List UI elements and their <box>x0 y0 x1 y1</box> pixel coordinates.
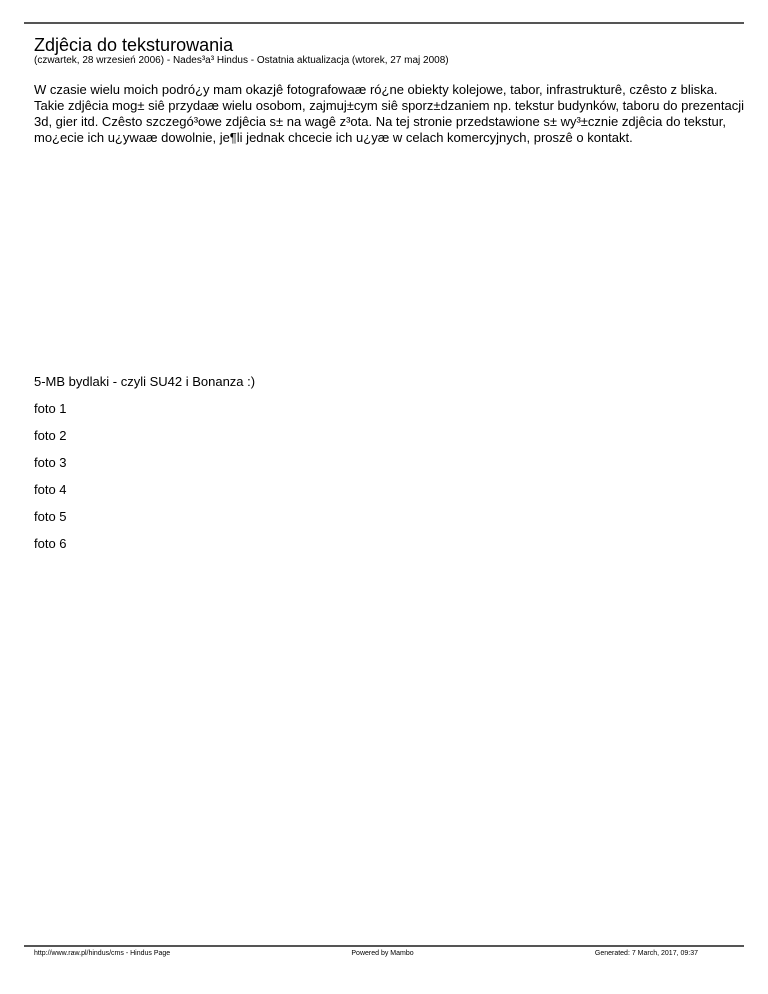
article-meta: (czwartek, 28 wrzesień 2006) - Nades³a³ Hindus - Ostatnia aktualizacja (wtorek, 27 maj 2008) <box>34 55 449 66</box>
photo-link-4[interactable]: foto 4 <box>34 482 67 497</box>
footer-powered: Powered by Mambo <box>351 950 414 957</box>
footer-generated: Generated: 7 March, 2017, 09:37 <box>594 950 698 957</box>
page-footer <box>34 949 698 958</box>
section-heading: 5-MB bydlaki - czyli SU42 i Bonanza :) <box>34 374 256 389</box>
photo-link-3[interactable]: foto 3 <box>34 455 67 470</box>
photo-link-2[interactable]: foto 2 <box>34 428 67 443</box>
photo-link-6[interactable]: foto 6 <box>34 536 67 551</box>
photo-link-5[interactable]: foto 5 <box>34 509 67 524</box>
footer-url: http://www.raw.pl/hindus/cms - Hindus Page <box>34 950 171 957</box>
page-title: Zdjêcia do teksturowania <box>34 35 234 55</box>
bottom-divider <box>24 945 744 947</box>
photo-link-1[interactable]: foto 1 <box>34 401 67 416</box>
intro-paragraph: W czasie wielu moich podró¿y mam okazjê fotografowaæ ró¿ne obiekty kolejowe, tabor, infrastrukturê, czêsto z bliska. Takie zdjêcia mog± siê przydaæ wielu osobom, zajmuj±cym siê sporz±dzaniem np. tekstur budynków, taboru do prezentacji 3d, gier itd. Czêsto szczegó³owe zdjêcia s± na wagê z³ota. Na tej stronie przedstawione s± wy³±cznie zdjêcia do tekstur, mo¿ecie ich u¿ywaæ dowolnie, je¶li jednak chcecie ich u¿yæ w celach komercyjnych, proszê o kontakt. <box>34 82 745 145</box>
article-header <box>34 35 744 67</box>
photo-section <box>34 374 255 563</box>
top-divider <box>24 22 744 24</box>
